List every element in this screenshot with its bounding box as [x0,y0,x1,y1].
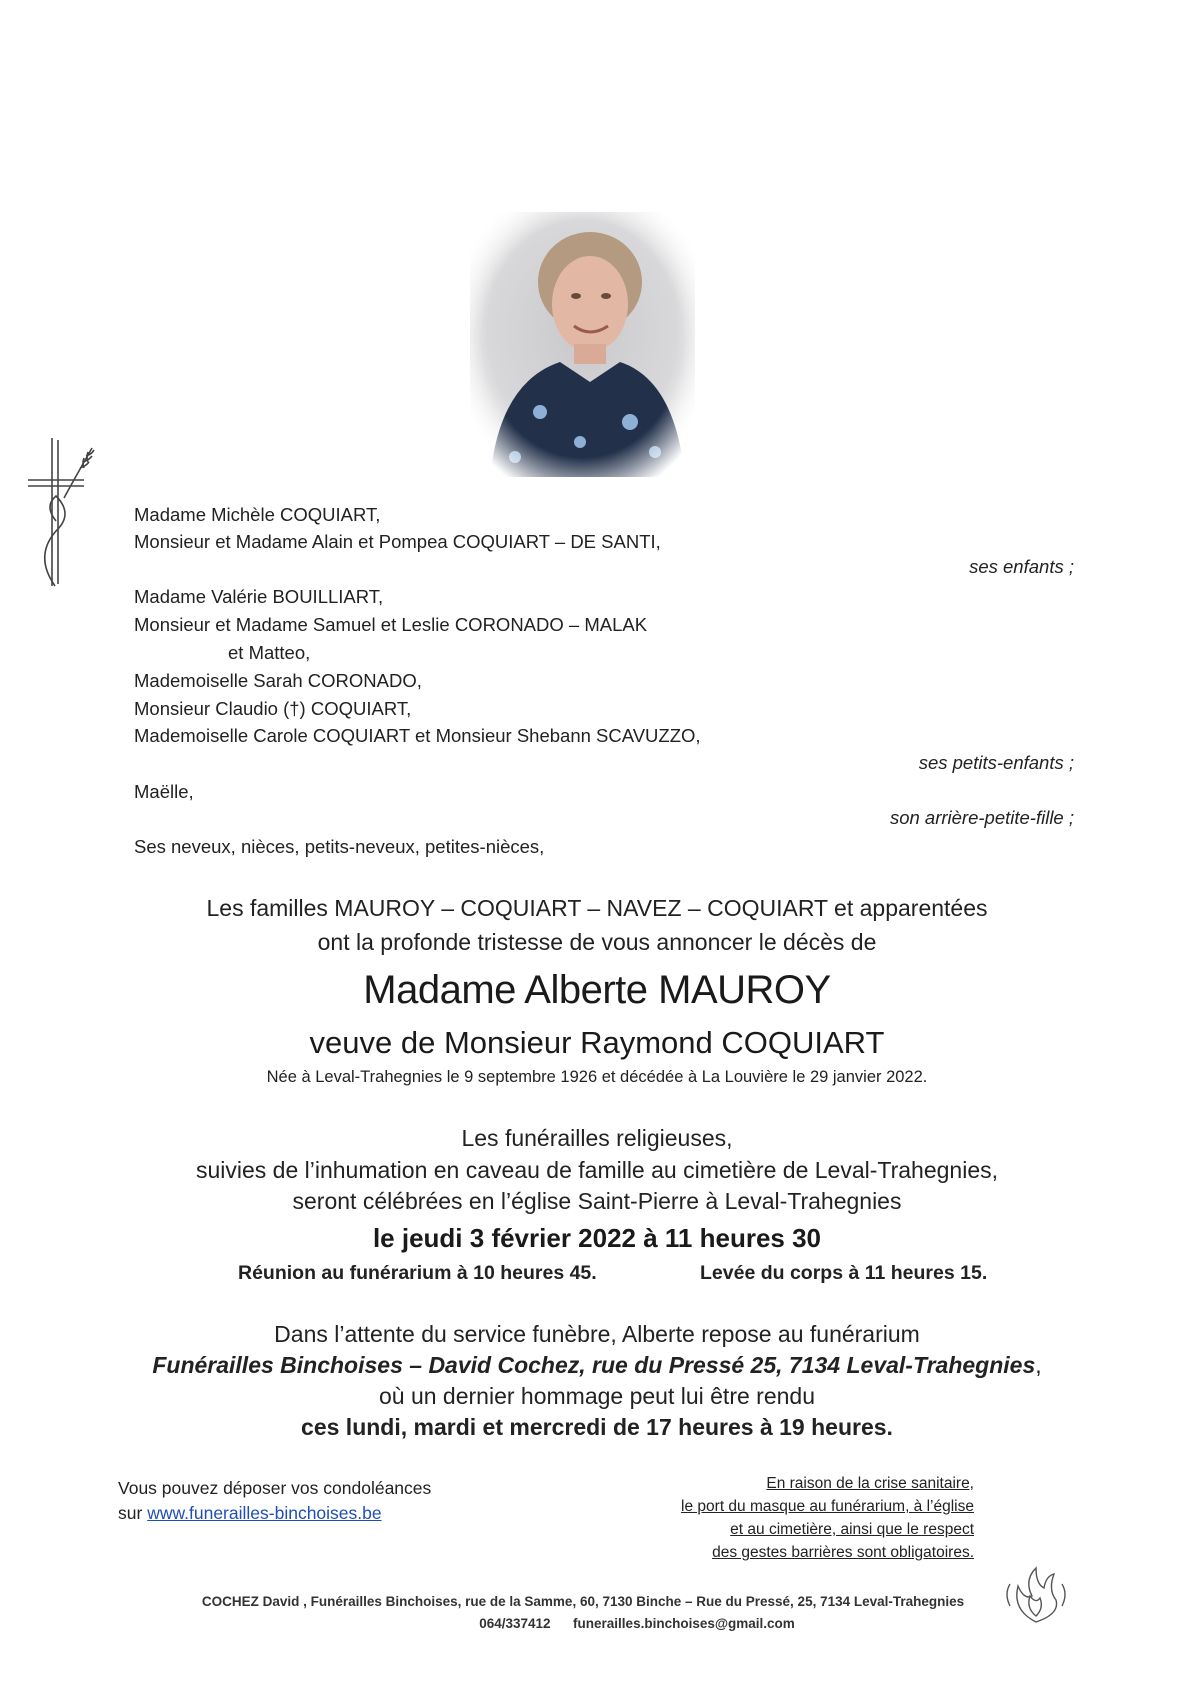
family-line: Ses neveux, nièces, petits-neveux, petites-nièces, [134,836,545,857]
notice-line: En raison de la crise sanitaire, [766,1475,974,1492]
website-link[interactable]: www.funerailles-binchoises.be [147,1503,382,1523]
visitation-line: où un dernier hommage peut lui être rendu [378,1383,815,1409]
family-line: Mademoiselle Sarah CORONADO, [134,670,422,691]
family-line: Madame Michèle COQUIART, [134,504,381,525]
family-line: Mademoiselle Carole COQUIART et Monsieur Shebann SCAVUZZO, [134,725,701,746]
funeral-home-name: Funérailles Binchoises – David Cochez, rue du Pressé 25, 7134 Leval-Trahegnies [152,1352,1036,1378]
visitation-hours: ces lundi, mardi et mercredi de 17 heures à 19 heures. [301,1414,893,1440]
comma: , [1035,1352,1042,1378]
visitation-line: Dans l’attente du service funèbre, Alberte repose au funérarium [274,1321,920,1347]
families-line: Les familles MAUROY – COQUIART – NAVEZ – COQUIART et apparentées [206,895,988,921]
condolences-block [118,1476,432,1526]
deceased-name: Madame Alberte MAUROY [363,968,831,1012]
portrait-photo [470,212,695,477]
levee-time: Levée du corps à 11 heures 15. [700,1262,988,1284]
funeral-line: Les funérailles religieuses, [461,1125,733,1151]
relation-label: ses enfants ; [969,556,1074,577]
birth-death-line: Née à Leval-Trahegnies le 9 septembre 1926 et décédée à La Louvière le 29 janvier 2022. [266,1068,928,1086]
funeral-line: seront célébrées en l’église Saint-Pierre à Leval-Trahegnies [292,1188,902,1214]
relation-label: son arrière-petite-fille ; [889,807,1074,828]
condolences-text: Vous pouvez déposer vos condoléances [118,1478,432,1498]
family-line: et Matteo, [228,642,311,663]
notice-line: des gestes barrières sont obligatoires. [712,1544,974,1561]
family-line: Monsieur et Madame Samuel et Leslie CORONADO – MALAK [134,614,648,635]
footer-phone: 064/337412 [479,1616,551,1631]
funeral-date: le jeudi 3 février 2022 à 11 heures 30 [372,1223,822,1253]
relation-label: ses petits-enfants ; [918,752,1074,773]
family-line: Monsieur et Madame Alain et Pompea COQUIART – DE SANTI, [134,531,661,552]
condolences-prefix: sur [118,1503,148,1523]
family-line: Monsieur Claudio (†) COQUIART, [134,698,412,719]
family-line: Madame Valérie BOUILLIART, [134,586,384,607]
notice-line: le port du masque au funérarium, à l’église [681,1498,974,1515]
family-line: Maëlle, [134,781,194,802]
flame-logo-icon [1002,1566,1070,1626]
notice-line: et au cimetière, ainsi que le respect [730,1521,974,1538]
footer-address: COCHEZ David , Funérailles Binchoises, rue de la Samme, 60, 7130 Binche – Rue du Pressé, 25, 7134 Leval-Trahegnies [201,1594,965,1609]
sadness-line: ont la profonde tristesse de vous annoncer le décès de [317,929,877,955]
meeting-time: Réunion au funérarium à 10 heures 45. [238,1262,597,1284]
condolences-link-line [118,1501,382,1526]
sanitary-notice [681,1472,974,1564]
widow-line: veuve de Monsieur Raymond COQUIART [309,1025,885,1060]
funeral-line: suivies de l’inhumation en caveau de famille au cimetière de Leval-Trahegnies, [195,1157,999,1183]
footer-email: funerailles.binchoises@gmail.com [573,1616,795,1631]
cross-wheat-icon [26,436,98,588]
funeral-home-address [0,1350,1194,1380]
